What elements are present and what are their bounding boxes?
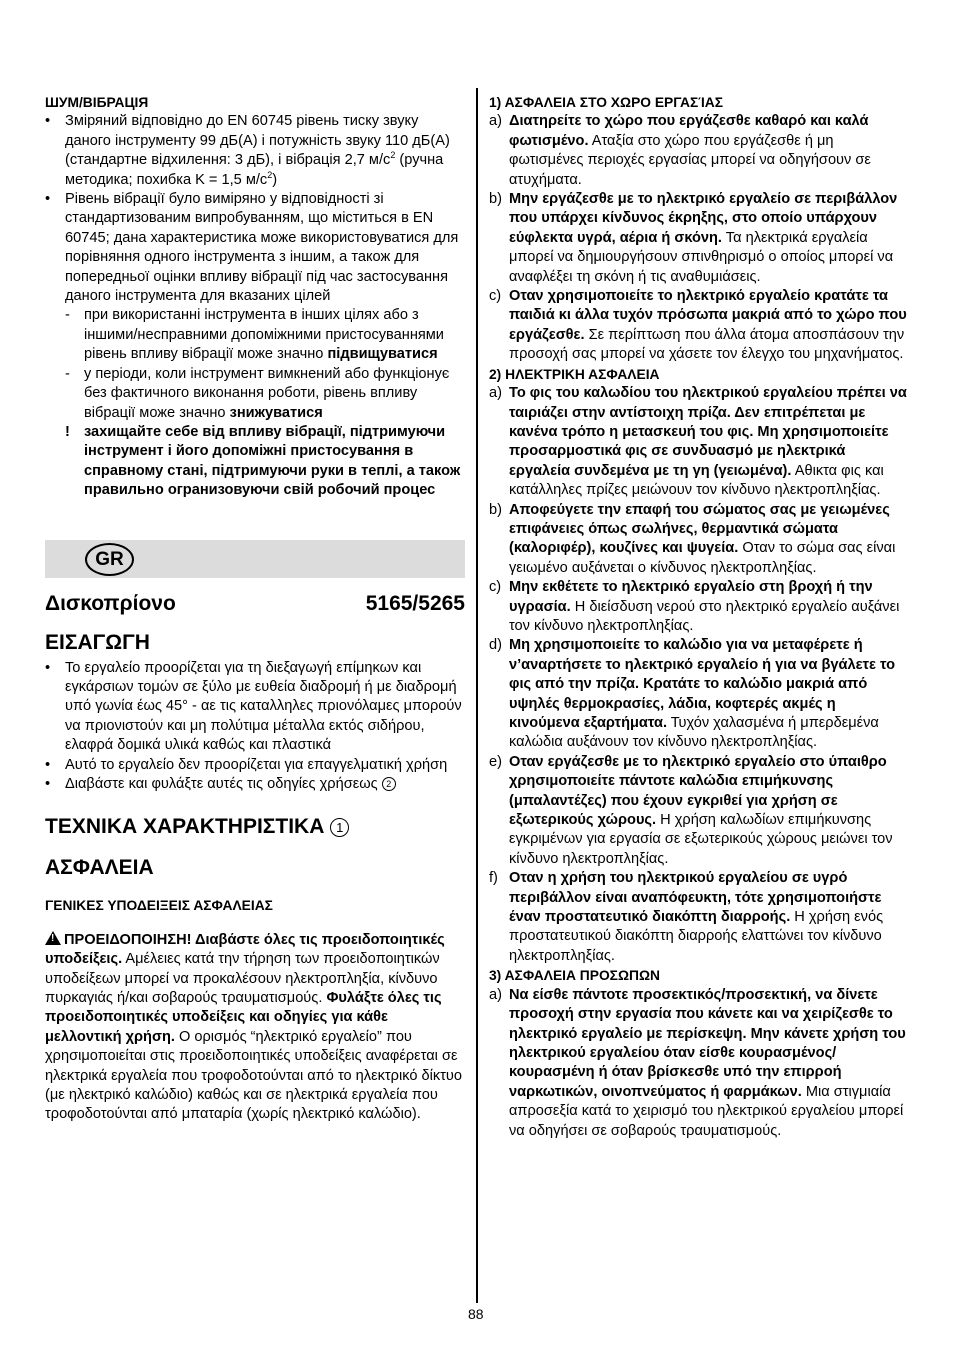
- item-bold-text: Το φις του καλωδίου του ηλεκτρικού εργαλείου πρέπει να ταιριάζει στην αντίστοιχη πρίζα. Δεν επιτρέπεται με κανένα τρόπο η μετασκευή του φις. Μη χρησιμοποιείτε προσαρμοστικά φις σε συνδυασμό με ηλεκτρικά εργαλεία συνδεμένα με τη γη (γειωμένα).: [509, 385, 907, 479]
- item-bold-text: Οταν η χρήση του ηλεκτρικού εργαλείου σε υγρό περιβάλλον είναι αναπόφευκτη, τότε χρησιμοποιήστε έναν προστατευτικό διακόπτη διαρροής.: [509, 870, 882, 926]
- general-safety-heading: ΓΕΝΙΚΕΣ ΥΠΟΔΕΙΞΕΙΣ ΑΣΦΑΛΕΙΑΣ: [45, 898, 273, 914]
- safety-item: [489, 190, 909, 287]
- intro-heading: ΕΙΣΑΓΩΓΗ: [45, 630, 150, 654]
- product-title-row: [45, 591, 465, 617]
- item-bold-text: Μη χρησιμοποιείτε το καλώδιο για να μεταφέρετε ή ν’αναρτήσετε το ηλεκτρικό εργαλείο ή για να βγάλετε το φις από την πρίζα. Κρατάτε το καλώδιο μακριά από υψηλές θερμοκρασίες, λάδια, κοφτερές ακμές η κινούμενα εξαρτήματα.: [509, 637, 896, 731]
- safety-item: [489, 986, 909, 1141]
- item-text: Η διείσδυση νερού στο ηλεκτρικό εργαλείο αυξάνει τον κίνδυνο ηλεκτροπληξίας.: [509, 598, 900, 634]
- language-band: [45, 540, 465, 578]
- section-3-list: [489, 986, 909, 1141]
- item-letter: c): [489, 288, 502, 305]
- item-text: Μια στιγμιαία απροσεξία κατά το χειρισμό του ηλεκτρικού εργαλείου μπορεί να οδηγήσει σε σοβαρούς τραυματισμούς.: [509, 1083, 904, 1139]
- item-text: Η χρήση καλωδίων επιμήκυνσης εγκριμένων για εργασία σε εξωτερικούς χώρους μειώνει τον κίνδυνο ηλεκτροπληξίας.: [509, 812, 893, 867]
- page-number: 88: [468, 1306, 484, 1322]
- item-bold-text: Οταν εργάζεσθε με το ηλεκτρικό εργαλείο στο ύπαιθρο χρησιμοποιείτε πάντοτε καλώδια επιμήκυνσης (μπαλαντέζες) που έχουν εγκριθεί για χρήση σε εξωτερικούς χώρους.: [509, 753, 887, 829]
- noise-dash-2: - у періоди, коли інструмент вимкнений або функціонує без фактичного виконання роботи, рівень впливу вібрації може значно знижуватися: [45, 365, 465, 423]
- safety-heading: ΑΣΦΑΛΕΙΑ: [45, 856, 154, 880]
- section-3-heading: 3) ΑΣΦΑΛΕΙΑ ΠΡΟΣΩΠΩΝ: [489, 968, 661, 984]
- item-bold-text: Αποφεύγετε την επαφή του σώματος σας με γειωμένες επιφάνειες όπως σωλήνες, θερμαντικά σώματα (καλοριφέρ), κουζίνες και ψυγεία.: [509, 501, 890, 557]
- item-letter: f): [489, 870, 498, 887]
- item-bold-text: Μην εκθέτετε το ηλεκτρικό εργαλείο στη βροχή ή την υγρασία.: [509, 579, 873, 615]
- noise-bullet-1: • Зміряний відповідно до EN 60745 рівень тиску звуку даного інструменту 99 дБ(А) і потужність звуку 110 дБ(А) (стандартне відхилення: 3 дБ), і вібрація 2,7 $м/с^2$ (ручна методика; похибка K = 1,5 $м/с^2$): [45, 112, 465, 190]
- figure-ref-1: 1: [330, 818, 349, 837]
- item-text: Αταξία στο χώρο που εργάζεσθε ή μη φωτισμένες περιοχές εργασίας μπορεί να οδηγήσουν σε ατυχήματα.: [509, 132, 871, 188]
- product-model: 5165/5265: [365, 591, 465, 615]
- safety-item: [489, 753, 909, 869]
- tech-heading: ΤΕΧΝΙΚΑ ΧΑΡΑΚΤΗΡΙΣΤΙΚΑ 1: [45, 814, 465, 840]
- item-text: Σε περίπτωση που άλλα άτομα αποσπάσουν την προσοχή σας μπορεί να χάσετε τον έλεγχο του μηχανήματος.: [509, 326, 905, 363]
- item-letter: e): [489, 753, 502, 770]
- left-column: [45, 93, 465, 1125]
- general-warning-paragraph: !ΠΡΟΕΙΔΟΠΟΙΗΣΗ! Διαβάστε όλες τις προειδοποιητικές υποδείξεις. Αμέλειες κατά την τήρηση των προειδοποιητικών υποδείξεων μπορεί να προκαλέσουν ηλεκτροπληξία, κίνδυνο πυρκαγιάς ή/και σοβαρούς τραυματισμούς. Φυλάξτε όλες τις προειδοποιητικές υποδείξεις και οδηγίες για κάθε μελλοντική χρήση. Ο ορισμός “ηλεκτρικό εργαλείο” που χρησιμοποιείται στις προειδοποιητικές υποδείξεις αναφέρεται σε ηλεκτρικά εργαλεία που τροφοδοτούνται από το ηλεκτρικό δίκτυο (με ηλεκτρικό καλώδιο) καθώς και σε ηλεκτρικά εργαλεία που τροφοδοτούνται από μπαταρία (χωρίς ηλεκτρικό καλώδιο).: [45, 931, 465, 1125]
- item-letter: c): [489, 579, 502, 596]
- figure-ref-2: 2: [382, 777, 396, 791]
- intro-bullet-2: • Αυτό το εργαλείο δεν προορίζεται για επαγγελματική χρήση: [45, 756, 465, 775]
- section-1-list: [489, 112, 909, 364]
- item-letter: a): [489, 385, 502, 402]
- item-letter: a): [489, 113, 502, 130]
- item-letter: b): [489, 191, 502, 208]
- right-column: [489, 93, 909, 1141]
- noise-bullet-2: • Рівень вібрації було виміряно у відповідності зі стандартизованим випробуванням, що міститься в EN 60745; дана характеристика може використовуватися для порівняння одного інструмента з іншим, а також для попередньої оцінки впливу вібрації під час застосування даного інструмента для вказаних цілей: [45, 190, 465, 306]
- safety-item: [489, 501, 909, 579]
- item-bold-text: Μην εργάζεσθε με το ηλεκτρικό εργαλείο σε περιβάλλον που υπάρχει κίνδυνος έκρηξης, στο οποίο υπάρχουν εύφλεκτα υγρά, αέρια ή σκόνη.: [509, 191, 898, 246]
- vibration-warning: ! захищайте себе від впливу вібрації, підтримуючи інструмент і його допоміжні пристосування в справному стані, підтримуючи руки в теплі, а також правильно огранизовуючи свій робочий процес: [45, 423, 465, 501]
- noise-heading: ШУМ/ВІБРАЦІЯ: [45, 95, 149, 110]
- safety-item: [489, 287, 909, 365]
- item-text: Η χρήση ενός προστατευτικού διακόπτη διαρροής ελαττώνει τον κίνδυνο ηλεκτροπληξίας.: [509, 909, 884, 964]
- item-letter: b): [489, 501, 502, 518]
- safety-item: [489, 869, 909, 966]
- safety-item: [489, 636, 909, 752]
- safety-item: [489, 112, 909, 190]
- intro-bullet-3: • Διαβάστε και φυλάξτε αυτές τις οδηγίες χρήσεως 2: [45, 775, 465, 794]
- warning-triangle-icon: [45, 931, 61, 945]
- item-text: Οταν το σώμα σας είναι γειωμένο αυξάνεται ο κίνδυνος ηλεκτροπληξίας.: [509, 540, 896, 576]
- section-2-list: [489, 384, 909, 966]
- product-name: Δισκοπρίονο: [45, 591, 176, 615]
- safety-item: [489, 384, 909, 500]
- section-2-heading: 2) ΗΛΕΚΤΡΙΚΗ ΑΣΦΑΛΕΙΑ: [489, 366, 660, 382]
- item-bold-text: Διατηρείτε το χώρο που εργάζεσθε καθαρό και καλά φωτισμένο.: [509, 113, 869, 149]
- item-letter: d): [489, 637, 502, 654]
- noise-dash-1: - при використанні інструмента в інших цілях або з іншими/несправними допоміжними пристосуваннями рівень впливу вібрації може значно підвищуватися: [45, 306, 465, 364]
- item-text: Τυχόν χαλασμένα ή μπερδεμένα καλώδια αυξάνουν τον κίνδυνο ηλεκτροπληξίας.: [509, 715, 879, 751]
- intro-bullet-1: • Το εργαλείο προορίζεται για τη διεξαγωγή επίμηκων και εγκάρσιων τομών σε ξύλο με ευθεία διαδρομή ή με διαδρομή υπό γωνία έως 45° - αε τις καταλληλες πριονόλαμες μπορούν να πριονιστούν και μη πολύτιμα μέταλλα εκτός σιδήρου, ελαφρά δομικά υλικά καθώς και πλαστικά: [45, 659, 465, 756]
- column-divider: [476, 88, 478, 1303]
- language-badge: GR: [85, 543, 134, 576]
- safety-item: [489, 578, 909, 636]
- item-text: Τα ηλεκτρικά εργαλεία μπορεί να δημιουργήσουν σπινθηρισμό ο οποίος μπορεί να αναφλέξει τη σκόνη ή τις αναθυμιάσεις.: [509, 229, 894, 285]
- section-1-heading: 1) ΑΣΦΑΛΕΙΑ ΣΤΟ ΧΩΡΟ ΕΡΓΑΣΊΑΣ: [489, 95, 724, 110]
- item-text: Αθικτα φις και κατάλληλες πρίζες μειώνουν τον κίνδυνο ηλεκτροπληξίας.: [509, 462, 884, 499]
- item-bold-text: Οταν χρησιμοποιείτε το ηλεκτρικό εργαλείο κρατάτε τα παιδιά κι άλλα τυχόν πρόσωπα μακριά από το χώρο που εργάζεσθε.: [509, 288, 907, 343]
- item-letter: a): [489, 986, 502, 1003]
- item-bold-text: Να είσθε πάντοτε προσεκτικός/προσεκτική, να δίνετε προσοχή στην εργασία που κάνετε και να χειρίζεσθε το ηλεκτρικό εργαλείο με περίσκεψη. Μην κάνετε χρήση του ηλεκτρικού εργαλείου όταν είσθε κουρασμένος/κουρασμένη ή όταν βρίσκεσθε υπό την επιρροή ναρκωτικών, οινοπνεύματος ή φαρμάκων.: [509, 986, 906, 1100]
